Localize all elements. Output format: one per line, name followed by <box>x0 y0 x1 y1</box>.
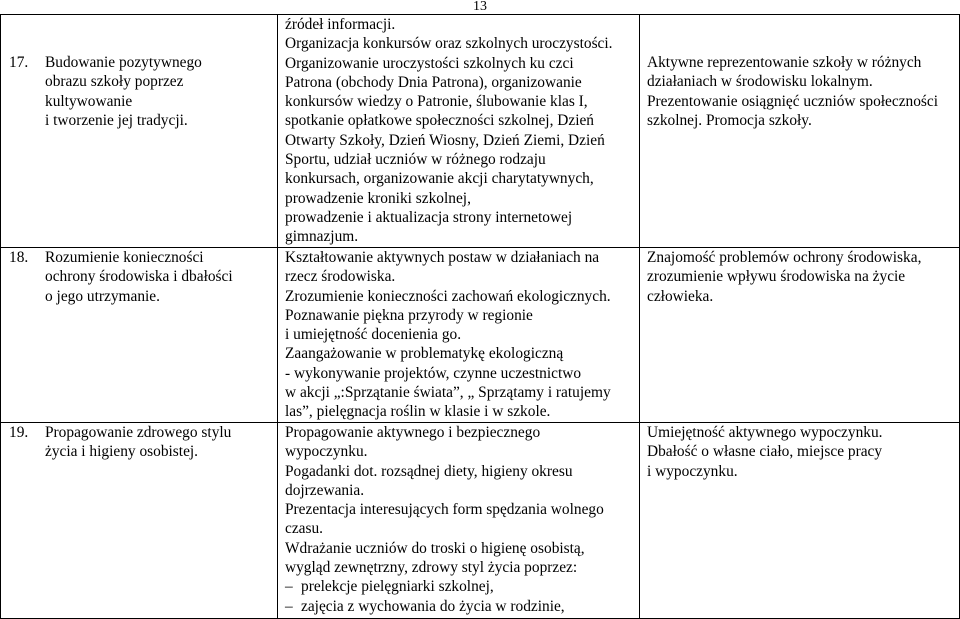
topic-line: Budowanie pozytywnego <box>45 54 202 71</box>
content-line: Sportu, udział uczniów w różnego rodzaju <box>285 151 546 169</box>
content-line: Organizowanie uroczystości szkolnych ku czci <box>285 54 574 72</box>
topic-line: Propagowanie zdrowego stylu <box>45 424 232 441</box>
content-line: prowadzenie kroniki szkolnej, <box>285 189 471 207</box>
content-line: rzecz środowiska. <box>285 268 396 286</box>
topic-line: Rozumienie konieczności <box>45 249 204 266</box>
content-line: spotkanie opłatkowe społeczności szkolnej, Dzień <box>285 112 595 130</box>
topic-line: ochrony środowiska i dbałości <box>45 268 233 286</box>
list-item-text: zajęcia z wychowania do życia w rodzinie, <box>301 597 565 615</box>
topic-line: życia i higieny osobistej. <box>45 443 199 461</box>
table-row <box>1 15 960 248</box>
content-line: czasu. <box>285 520 324 538</box>
list-item-text: prelekcje pielęgniarki szkolnej, <box>301 578 494 596</box>
topic-line: kultywowanie <box>45 92 133 110</box>
outcome-line: człowieka. <box>647 287 714 305</box>
outcome-line: Aktywne reprezentowanie szkoły w różnych <box>647 54 922 71</box>
content-line: gimnazjum. <box>285 228 359 246</box>
outcome-line: działaniach w środowisku lokalnym. <box>647 73 873 91</box>
topic-number: 19. <box>9 424 29 441</box>
content-line: Poznawanie piękna przyrody w regionie <box>285 306 533 324</box>
content-line: konkursach, organizowanie akcji charytatywnych, <box>285 170 594 188</box>
content-line: Organizacja konkursów oraz szkolnych uroczystości. <box>285 35 613 53</box>
outcome-cell <box>640 423 960 619</box>
content-line: Kształtowanie aktywnych postaw w działaniach na <box>285 249 600 266</box>
outcome-line: Znajomość problemów ochrony środowiska, <box>647 249 922 266</box>
topic-number: 17. <box>9 54 29 71</box>
content-cell <box>278 15 640 248</box>
content-line: Zrozumienie konieczności zachowań ekologicznych. <box>285 287 611 305</box>
content-line: Otwarty Szkoły, Dzień Wiosny, Dzień Ziemi, Dzień <box>285 131 605 149</box>
content-line: Pogadanki dot. rozsądnej diety, higieny okresu <box>285 462 573 480</box>
dash-bullet: – <box>285 597 293 615</box>
content-line: Zaangażowanie w problematykę ekologiczną <box>285 345 564 363</box>
page-number: 13 <box>473 0 487 14</box>
content-cell <box>278 423 640 619</box>
content-line: Patrona (obchody Dnia Patrona), organizowanie <box>285 73 582 91</box>
outcome-cell <box>640 248 960 423</box>
topic-line: i tworzenie jej tradycji. <box>45 111 188 129</box>
curriculum-table <box>0 14 960 619</box>
content-line: konkursów wiedzy o Patronie, ślubowanie klas I, <box>285 93 588 111</box>
content-line: Wdrażanie uczniów do troski o higienę osobistą, <box>285 539 585 557</box>
outcome-line: Dbałość o własne ciało, miejsce pracy <box>647 443 883 461</box>
topic-line: obrazu szkoły poprzez <box>45 73 184 91</box>
topic-cell <box>1 248 278 423</box>
content-line: wypoczynku. <box>285 443 368 461</box>
content-line: wygląd zewnętrzny, zdrowy styl życia poprzez: <box>285 559 578 577</box>
content-line: źródeł informacji. <box>285 16 396 33</box>
content-line: Prezentacja interesujących form spędzania wolnego <box>285 501 604 519</box>
topic-cell <box>1 15 278 248</box>
content-line: i umiejętność docenienia go. <box>285 326 462 344</box>
content-cell <box>278 248 640 423</box>
outcome-line: Prezentowanie osiągnięć uczniów społeczności <box>647 92 939 110</box>
content-line: Propagowanie aktywnego i bezpiecznego <box>285 424 541 441</box>
list-item <box>285 597 634 616</box>
content-line: dojrzewania. <box>285 481 365 499</box>
topic-cell <box>1 423 278 619</box>
outcome-line: Umiejętność aktywnego wypoczynku. <box>647 424 883 441</box>
content-line: prowadzenie i aktualizacja strony internetowej <box>285 208 573 226</box>
list-item <box>285 577 634 596</box>
table-row <box>1 248 960 423</box>
content-line: w akcji „:Sprzątanie świata”, „ Sprzątamy i ratujemy <box>285 384 611 402</box>
topic-line: o jego utrzymanie. <box>45 287 160 305</box>
topic-number: 18. <box>9 249 29 266</box>
outcome-cell <box>640 15 960 248</box>
content-line: - wykonywanie projektów, czynne uczestnictwo <box>285 364 582 382</box>
dash-bullet: – <box>285 578 293 596</box>
outcome-line: zrozumienie wpływu środowiska na życie <box>647 268 906 286</box>
content-line: las”, pielęgnacja roślin w klasie i w szkole. <box>285 403 551 421</box>
outcome-line: i wypoczynku. <box>647 462 738 480</box>
table-row <box>1 423 960 619</box>
outcome-line: szkolnej. Promocja szkoły. <box>647 111 812 129</box>
